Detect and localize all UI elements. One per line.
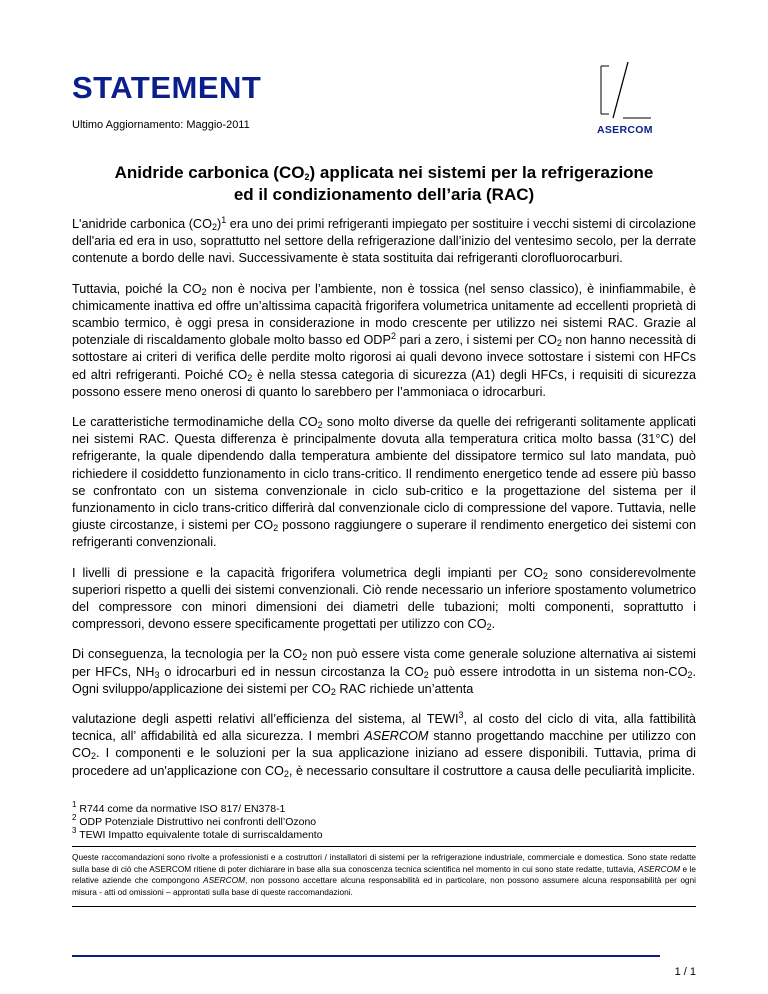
sub-3: 3: [154, 669, 160, 680]
footnote-number: 1: [72, 800, 77, 809]
footnote-number: 3: [72, 826, 77, 835]
p6-text-e: , è necessario consultare il costruttore a causa delle peculiarità implicite.: [288, 763, 696, 778]
page-number: 1 / 1: [674, 966, 696, 978]
footnote-text: ODP Potenziale Distruttivo nei confronti dell’Ozono: [79, 816, 317, 828]
p5-text-c: o idrocarburi ed in nessun circostanza la CO: [159, 664, 424, 679]
p1-text-a: L'anidride carbonica (CO: [72, 217, 212, 231]
sub-2: 2: [317, 420, 323, 431]
sub-2: 2: [330, 686, 336, 697]
document-body: [72, 216, 696, 793]
sub-2: 2: [247, 372, 253, 383]
disclaimer: [72, 852, 696, 898]
sub-2: 2: [302, 652, 308, 663]
disclaimer-asercom-1: ASERCOM: [638, 863, 681, 874]
sub-2: 2: [556, 338, 562, 349]
document-title: [72, 162, 696, 206]
sub-2: 2: [486, 622, 492, 633]
paragraph-6: [72, 711, 696, 780]
sub-2: 2: [542, 570, 548, 581]
sub-2: 2: [201, 286, 207, 297]
paragraph-3: [72, 414, 696, 552]
disclaimer-text-a: Queste raccomandazioni sono rivolte a professionisti e a costruttori / installatori di sistemi per la refrigerazione industriale, commerciale e domestica. Sono state redatte sulla base di ciò che ASERCOM ritiene di poter dichiarare in base alla sua conoscenza tecnica scientifica nel momento in cui sono state redatte, tuttavia,: [72, 852, 696, 874]
p5-text-f: RAC richiede un’attenta: [335, 681, 474, 696]
title-line2: ed il condizionamento dell’aria (RAC): [233, 185, 535, 204]
title-line1-b: ) applicata nei sistemi per la refrigerazione: [309, 163, 654, 182]
divider-bottom: [72, 906, 696, 907]
title-line1-a: Anidride carbonica (CO: [114, 163, 305, 182]
footnotes: [72, 800, 323, 842]
footnote-text: R744 come da normative ISO 817/ EN378-1: [79, 803, 286, 815]
sub-2: 2: [283, 768, 289, 779]
footnote-1: [72, 800, 323, 816]
p2-text-a: Tuttavia, poiché la CO: [72, 281, 202, 296]
p6-text-a: valutazione degli aspetti relativi all’efficienza del sistema, al TEWI: [72, 712, 459, 727]
p6-text-b: , al costo del ciclo di vita, alla fattibilità tecnica, all’ affidabilità ed alla sicurezza. I membri: [72, 712, 696, 744]
sub-2: 2: [423, 669, 429, 680]
last-updated-date: Ultimo Aggiornamento: Maggio-2011: [72, 119, 250, 131]
paragraph-1: [72, 216, 696, 268]
p2-text-e: è nella stessa categoria di sicurezza (A1) degli HFCs, i requisiti di sicurezza possono essere meno onerosi di quanto lo sarebbero per l’ammoniaca o idrocarburi.: [72, 367, 696, 399]
sub-2: 2: [687, 669, 693, 680]
sub-2: 2: [211, 222, 217, 232]
p5-text-b: non può essere vista come generale soluzione alternativa ai sistemi per HFCs, NH: [72, 647, 696, 679]
p4-text-b: sono considerevolmente superiori rispetto a quelli dei sistemi convenzionali. Ciò rende necessario un inferiore spostamento volumetrico del compressore con minori dimensioni dei diametri delle tubazioni; molti componenti, soprattutto i compressori, devono essere specificamente progettati per utilizzo con CO: [72, 565, 696, 632]
footnote-number: 2: [72, 813, 77, 822]
footnote-ref-3: 3: [458, 710, 464, 721]
divider-top: [72, 846, 696, 847]
footnote-ref-2: 2: [390, 331, 396, 342]
p6-text-d: . I componenti e le soluzioni per la sua applicazione iniziano ad essere disponibili. Tuttavia, prima di procedere ad un'applicazione con CO: [72, 746, 696, 778]
sub-2: 2: [273, 523, 279, 534]
footnote-2: [72, 813, 323, 829]
p2-text-d: non hanno necessità di sottostare ai criteri di verifica delle perdite molto rigorosi ai quali devono invece sottostare i sistemi con HFCs ed altri refrigeranti. Poiché CO: [72, 333, 697, 382]
p4-text-a: I livelli di pressione e la capacità frigorifera volumetrica degli impianti per CO: [72, 565, 543, 580]
p5-text-a: Di conseguenza, la tecnologia per la CO: [72, 647, 303, 662]
p1-text-b: ): [216, 217, 222, 231]
asercom-logo-text: ASERCOM: [597, 124, 653, 136]
footer-bar: [72, 955, 660, 957]
p6-text-c: stanno progettando macchine per utilizzo con CO: [72, 729, 696, 761]
p5-text-d: può essere introdotta in un sistema non-CO: [428, 664, 688, 679]
p2-text-c: pari a zero, i sistemi per CO: [395, 333, 557, 348]
disclaimer-asercom-2: ASERCOM: [203, 875, 245, 886]
footnote-text: TEWI Impatto equivalente totale di surriscaldamento: [79, 829, 323, 841]
sub-2: 2: [91, 751, 97, 762]
p5-text-e: . Ogni sviluppo/applicazione dei sistemi per CO: [72, 664, 696, 696]
p3-text-a: Le caratteristiche termodinamiche della CO: [72, 415, 318, 430]
paragraph-5: [72, 646, 696, 698]
p1-text-c: era uno dei primi refrigeranti impiegato per sostituire i vecchi sistemi di circolazione dell'aria ed era in uso, soprattutto nel settore della refrigerazione dall’inizio del ventesimo secolo, per la derrate contenute a bordo delle navi. Successivamente è stata sostituita dai refrigeranti clorofluorocarburi.: [72, 217, 696, 266]
disclaimer-text-b: e le relative aziende che compongono: [72, 863, 696, 886]
document-type-heading: STATEMENT: [72, 70, 262, 105]
paragraph-2: [72, 281, 696, 401]
p2-text-b: non è nociva per l’ambiente, non è tossica (nel senso classico), è ininfiammabile, è chimicamente inattiva ed offre un’altissima capacità frigorifera volumetrica unitamente ad eccellenti proprietà di scambio termico, è oggi presa in considerazione in modo crescente per utilizzo nei sistemi RAC. Grazie al potenziale di riscaldamento globale molto basso ed ODP: [72, 281, 696, 348]
p3-text-c: possono raggiungere o superare il rendimento energetico dei sistemi con refrigeranti convenzionali.: [72, 518, 696, 550]
p3-text-b: sono molto diverse da quelle dei refrigeranti solitamente applicati nei sistemi RAC. Questa differenza è principalmente dovuta alla temperatura critica molto bassa (31°C) del refrigerante, la quale dipendendo dalla temperatura ambiente del dissipatore termico sul lato mandata, può richiedere il cosiddetto funzionamento in ciclo trans-critico. Il rendimento energetico tende ad essere più basso se confrontato con un sistema convenzionale in ciclo sub-critico e la progettazione del sistema per il funzionamento in ciclo trans-critico differirà dal convenzionale ciclo di compressione del vapore. Tuttavia, nelle giuste circostanze, i sistemi per CO: [72, 415, 696, 533]
p4-text-c: .: [491, 617, 496, 632]
paragraph-4: [72, 565, 696, 634]
title-sub: 2: [304, 172, 310, 182]
footnote-ref-1: 1: [221, 215, 227, 225]
disclaimer-text-c: , non possono accettare alcuna responsabilità ed in particolare, non possono assumere alcuna responsabilità per ogni misura - atti od omissioni – approntati sulla base di queste raccomandazioni.: [72, 875, 696, 897]
footnote-3: [72, 826, 323, 842]
p6-asercom: ASERCOM: [364, 729, 429, 744]
